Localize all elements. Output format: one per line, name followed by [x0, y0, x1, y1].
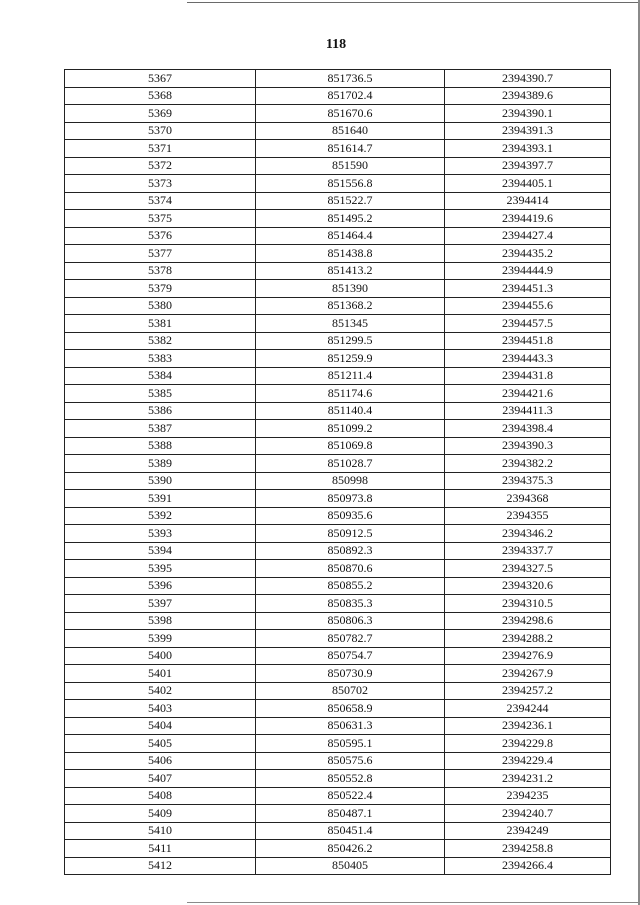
y-coordinate-cell: 2394327.5 — [445, 560, 611, 578]
x-coordinate-cell: 851368.2 — [256, 297, 445, 315]
point-number-cell: 5407 — [65, 770, 256, 788]
point-number-cell: 5397 — [65, 595, 256, 613]
point-number-cell: 5412 — [65, 857, 256, 875]
table-row — [65, 770, 611, 788]
y-coordinate-cell: 2394393.1 — [445, 140, 611, 158]
table-row — [65, 297, 611, 315]
y-coordinate-cell: 2394427.4 — [445, 227, 611, 245]
table-row — [65, 280, 611, 298]
y-coordinate-cell: 2394346.2 — [445, 525, 611, 543]
table-row — [65, 787, 611, 805]
x-coordinate-cell: 851140.4 — [256, 402, 445, 420]
table-row — [65, 455, 611, 473]
point-number-cell: 5378 — [65, 262, 256, 280]
table-row — [65, 367, 611, 385]
table-row — [65, 752, 611, 770]
point-number-cell: 5394 — [65, 542, 256, 560]
x-coordinate-cell: 851464.4 — [256, 227, 445, 245]
x-coordinate-cell: 851556.8 — [256, 175, 445, 193]
y-coordinate-cell: 2394368 — [445, 490, 611, 508]
y-coordinate-cell: 2394258.8 — [445, 840, 611, 858]
y-coordinate-cell: 2394457.5 — [445, 315, 611, 333]
table-row — [65, 682, 611, 700]
point-number-cell: 5409 — [65, 805, 256, 823]
table-row — [65, 857, 611, 875]
table-row — [65, 245, 611, 263]
x-coordinate-cell: 851640 — [256, 122, 445, 140]
table-row — [65, 490, 611, 508]
point-number-cell: 5383 — [65, 350, 256, 368]
x-coordinate-cell: 851413.2 — [256, 262, 445, 280]
x-coordinate-cell: 850522.4 — [256, 787, 445, 805]
y-coordinate-cell: 2394397.7 — [445, 157, 611, 175]
y-coordinate-cell: 2394235 — [445, 787, 611, 805]
table-row — [65, 507, 611, 525]
point-number-cell: 5369 — [65, 105, 256, 123]
table-row — [65, 157, 611, 175]
table-row — [65, 420, 611, 438]
y-coordinate-cell: 2394391.3 — [445, 122, 611, 140]
table-row — [65, 647, 611, 665]
table-row — [65, 437, 611, 455]
x-coordinate-cell: 850870.6 — [256, 560, 445, 578]
scan-edge-bottom — [187, 902, 640, 903]
x-coordinate-cell: 850451.4 — [256, 822, 445, 840]
x-coordinate-cell: 850892.3 — [256, 542, 445, 560]
table-row — [65, 822, 611, 840]
point-number-cell: 5389 — [65, 455, 256, 473]
y-coordinate-cell: 2394451.8 — [445, 332, 611, 350]
y-coordinate-cell: 2394355 — [445, 507, 611, 525]
x-coordinate-cell: 851736.5 — [256, 70, 445, 88]
point-number-cell: 5406 — [65, 752, 256, 770]
point-number-cell: 5408 — [65, 787, 256, 805]
x-coordinate-cell: 850912.5 — [256, 525, 445, 543]
y-coordinate-cell: 2394443.3 — [445, 350, 611, 368]
y-coordinate-cell: 2394276.9 — [445, 647, 611, 665]
point-number-cell: 5376 — [65, 227, 256, 245]
coordinates-table — [64, 69, 611, 875]
x-coordinate-cell: 851028.7 — [256, 455, 445, 473]
y-coordinate-cell: 2394229.4 — [445, 752, 611, 770]
page-number: 118 — [325, 37, 347, 52]
point-number-cell: 5405 — [65, 735, 256, 753]
point-number-cell: 5379 — [65, 280, 256, 298]
x-coordinate-cell: 851174.6 — [256, 385, 445, 403]
table-row — [65, 472, 611, 490]
x-coordinate-cell: 851495.2 — [256, 210, 445, 228]
point-number-cell: 5377 — [65, 245, 256, 263]
table-row — [65, 262, 611, 280]
point-number-cell: 5375 — [65, 210, 256, 228]
table-row — [65, 665, 611, 683]
x-coordinate-cell: 850487.1 — [256, 805, 445, 823]
y-coordinate-cell: 2394337.7 — [445, 542, 611, 560]
x-coordinate-cell: 850754.7 — [256, 647, 445, 665]
table-row — [65, 350, 611, 368]
point-number-cell: 5395 — [65, 560, 256, 578]
table-row — [65, 87, 611, 105]
point-number-cell: 5388 — [65, 437, 256, 455]
y-coordinate-cell: 2394421.6 — [445, 385, 611, 403]
table-row — [65, 192, 611, 210]
point-number-cell: 5391 — [65, 490, 256, 508]
x-coordinate-cell: 850595.1 — [256, 735, 445, 753]
point-number-cell: 5387 — [65, 420, 256, 438]
point-number-cell: 5373 — [65, 175, 256, 193]
table-row — [65, 122, 611, 140]
y-coordinate-cell: 2394298.6 — [445, 612, 611, 630]
point-number-cell: 5393 — [65, 525, 256, 543]
x-coordinate-cell: 850730.9 — [256, 665, 445, 683]
table-row — [65, 385, 611, 403]
point-number-cell: 5368 — [65, 87, 256, 105]
table-row — [65, 315, 611, 333]
point-number-cell: 5386 — [65, 402, 256, 420]
table-row — [65, 700, 611, 718]
table-row — [65, 402, 611, 420]
y-coordinate-cell: 2394435.2 — [445, 245, 611, 263]
point-number-cell: 5385 — [65, 385, 256, 403]
x-coordinate-cell: 850405 — [256, 857, 445, 875]
x-coordinate-cell: 851702.4 — [256, 87, 445, 105]
y-coordinate-cell: 2394240.7 — [445, 805, 611, 823]
point-number-cell: 5401 — [65, 665, 256, 683]
x-coordinate-cell: 851211.4 — [256, 367, 445, 385]
point-number-cell: 5411 — [65, 840, 256, 858]
y-coordinate-cell: 2394405.1 — [445, 175, 611, 193]
y-coordinate-cell: 2394389.6 — [445, 87, 611, 105]
table-row — [65, 735, 611, 753]
y-coordinate-cell: 2394411.3 — [445, 402, 611, 420]
table-row — [65, 595, 611, 613]
point-number-cell: 5403 — [65, 700, 256, 718]
point-number-cell: 5374 — [65, 192, 256, 210]
table-row — [65, 227, 611, 245]
y-coordinate-cell: 2394382.2 — [445, 455, 611, 473]
x-coordinate-cell: 851438.8 — [256, 245, 445, 263]
table-row — [65, 542, 611, 560]
point-number-cell: 5370 — [65, 122, 256, 140]
point-number-cell: 5367 — [65, 70, 256, 88]
table-row — [65, 210, 611, 228]
y-coordinate-cell: 2394455.6 — [445, 297, 611, 315]
x-coordinate-cell: 850998 — [256, 472, 445, 490]
table-row — [65, 70, 611, 88]
point-number-cell: 5381 — [65, 315, 256, 333]
x-coordinate-cell: 851590 — [256, 157, 445, 175]
x-coordinate-cell: 850575.6 — [256, 752, 445, 770]
point-number-cell: 5398 — [65, 612, 256, 630]
point-number-cell: 5410 — [65, 822, 256, 840]
scan-edge-top — [187, 2, 640, 3]
table-row — [65, 105, 611, 123]
point-number-cell: 5404 — [65, 717, 256, 735]
point-number-cell: 5371 — [65, 140, 256, 158]
x-coordinate-cell: 850973.8 — [256, 490, 445, 508]
y-coordinate-cell: 2394431.8 — [445, 367, 611, 385]
y-coordinate-cell: 2394267.9 — [445, 665, 611, 683]
y-coordinate-cell: 2394288.2 — [445, 630, 611, 648]
y-coordinate-cell: 2394244 — [445, 700, 611, 718]
point-number-cell: 5400 — [65, 647, 256, 665]
table-row — [65, 175, 611, 193]
point-number-cell: 5392 — [65, 507, 256, 525]
x-coordinate-cell: 851069.8 — [256, 437, 445, 455]
table-row — [65, 332, 611, 350]
x-coordinate-cell: 850658.9 — [256, 700, 445, 718]
point-number-cell: 5372 — [65, 157, 256, 175]
x-coordinate-cell: 851390 — [256, 280, 445, 298]
point-number-cell: 5380 — [65, 297, 256, 315]
table-row — [65, 525, 611, 543]
x-coordinate-cell: 850631.3 — [256, 717, 445, 735]
x-coordinate-cell: 851259.9 — [256, 350, 445, 368]
y-coordinate-cell: 2394249 — [445, 822, 611, 840]
y-coordinate-cell: 2394398.4 — [445, 420, 611, 438]
table-row — [65, 612, 611, 630]
point-number-cell: 5390 — [65, 472, 256, 490]
point-number-cell: 5399 — [65, 630, 256, 648]
x-coordinate-cell: 850426.2 — [256, 840, 445, 858]
y-coordinate-cell: 2394390.3 — [445, 437, 611, 455]
coordinates-table-body — [65, 70, 611, 875]
y-coordinate-cell: 2394451.3 — [445, 280, 611, 298]
y-coordinate-cell: 2394310.5 — [445, 595, 611, 613]
y-coordinate-cell: 2394236.1 — [445, 717, 611, 735]
x-coordinate-cell: 851614.7 — [256, 140, 445, 158]
point-number-cell: 5382 — [65, 332, 256, 350]
table-row — [65, 840, 611, 858]
y-coordinate-cell: 2394390.7 — [445, 70, 611, 88]
table-row — [65, 560, 611, 578]
x-coordinate-cell: 851099.2 — [256, 420, 445, 438]
x-coordinate-cell: 850782.7 — [256, 630, 445, 648]
y-coordinate-cell: 2394266.4 — [445, 857, 611, 875]
table-row — [65, 717, 611, 735]
x-coordinate-cell: 851299.5 — [256, 332, 445, 350]
x-coordinate-cell: 851522.7 — [256, 192, 445, 210]
x-coordinate-cell: 850552.8 — [256, 770, 445, 788]
y-coordinate-cell: 2394231.2 — [445, 770, 611, 788]
x-coordinate-cell: 851670.6 — [256, 105, 445, 123]
table-row — [65, 577, 611, 595]
table-row — [65, 805, 611, 823]
point-number-cell: 5384 — [65, 367, 256, 385]
y-coordinate-cell: 2394390.1 — [445, 105, 611, 123]
y-coordinate-cell: 2394320.6 — [445, 577, 611, 595]
x-coordinate-cell: 850702 — [256, 682, 445, 700]
x-coordinate-cell: 850835.3 — [256, 595, 445, 613]
x-coordinate-cell: 850855.2 — [256, 577, 445, 595]
y-coordinate-cell: 2394444.9 — [445, 262, 611, 280]
x-coordinate-cell: 850806.3 — [256, 612, 445, 630]
y-coordinate-cell: 2394257.2 — [445, 682, 611, 700]
table-row — [65, 140, 611, 158]
point-number-cell: 5396 — [65, 577, 256, 595]
x-coordinate-cell: 850935.6 — [256, 507, 445, 525]
y-coordinate-cell: 2394414 — [445, 192, 611, 210]
y-coordinate-cell: 2394419.6 — [445, 210, 611, 228]
point-number-cell: 5402 — [65, 682, 256, 700]
table-row — [65, 630, 611, 648]
y-coordinate-cell: 2394375.3 — [445, 472, 611, 490]
y-coordinate-cell: 2394229.8 — [445, 735, 611, 753]
x-coordinate-cell: 851345 — [256, 315, 445, 333]
